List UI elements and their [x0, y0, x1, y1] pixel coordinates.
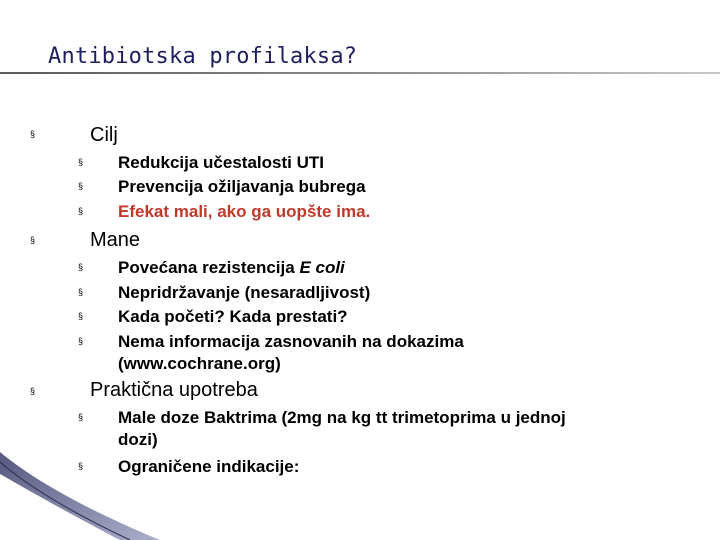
section-heading-mane: Mane	[90, 229, 141, 251]
bullet-icon: §	[78, 336, 84, 346]
bullet-icon: §	[78, 206, 84, 216]
list-item	[118, 407, 678, 451]
bullet-icon: §	[30, 235, 36, 245]
list-item-highlight: Efekat mali, ako ga uopšte ima.	[118, 202, 371, 221]
bullet-icon: §	[78, 181, 84, 191]
list-item: Kada početi? Kada prestati?	[118, 307, 348, 326]
list-item: Redukcija učestalosti UTI	[118, 153, 324, 172]
bullet-icon: §	[78, 287, 84, 297]
bullet-icon: §	[78, 412, 84, 422]
section-heading-cilj: Cilj	[90, 124, 118, 146]
slide-title: Antibiotska profilaksa?	[48, 44, 358, 69]
list-item-emphasis: E coli	[299, 258, 345, 277]
list-item: Ograničene indikacije:	[118, 457, 300, 476]
list-item-line: dozi)	[118, 430, 158, 449]
bullet-icon: §	[78, 461, 84, 471]
list-item-line: (www.cochrane.org)	[118, 354, 281, 373]
bullet-icon: §	[30, 129, 36, 139]
list-item-line: Male doze Baktrima (2mg na kg tt trimetoprima u jednoj	[118, 408, 566, 427]
section-heading-prakticna-upotreba: Praktična upotreba	[90, 379, 258, 401]
list-item-line: Nema informacija zasnovanih na dokazima	[118, 332, 464, 351]
bullet-icon: §	[78, 157, 84, 167]
list-item-text: Povećana rezistencija	[118, 258, 300, 277]
bullet-icon: §	[30, 386, 36, 396]
list-item	[118, 257, 678, 279]
list-item	[118, 331, 678, 375]
list-item: Nepridržavanje (nesaradljivost)	[118, 283, 371, 302]
list-item: Prevencija ožiljavanja bubrega	[118, 177, 366, 196]
corner-swoosh-decoration	[0, 452, 160, 540]
bullet-icon: §	[78, 311, 84, 321]
title-divider	[0, 72, 720, 74]
bullet-icon: §	[78, 262, 84, 272]
